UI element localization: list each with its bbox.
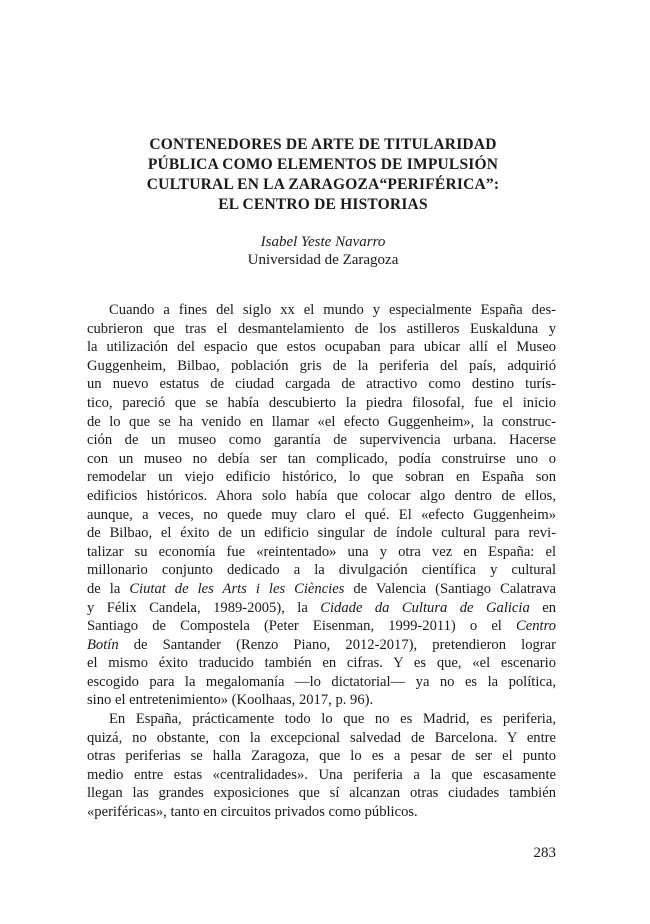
italic-title: Centro	[516, 618, 556, 635]
title-line: CONTENEDORES DE ARTE DE TITULARIDAD	[149, 136, 497, 153]
text-line: tico, pareció que se había descubierto la piedra filosofal, fue el inicio	[87, 394, 556, 411]
text-run: Santiago de Compostela (Peter Eisenman, 1999-2011) o el	[87, 618, 516, 635]
text-line	[87, 636, 556, 655]
title-line: CULTURAL EN LA ZARAGOZA“PERIFÉRICA”:	[146, 176, 500, 193]
title-line: EL CENTRO DE HISTORIAS	[218, 196, 428, 213]
page-number: 283	[533, 845, 556, 861]
text-run: en	[529, 599, 556, 616]
text-line: el mismo éxito traducido también en cifras. Y es que, «el escenario	[87, 655, 556, 672]
text-line: llegan las grandes exposiciones que sí alcanzan otras ciudades también	[87, 785, 556, 802]
article-title	[88, 135, 558, 215]
author-affiliation: Universidad de Zaragoza	[247, 252, 399, 268]
text-line: ción de un museo como garantía de supervivencia urbana. Hacerse	[87, 432, 556, 449]
text-line: de Bilbao, el éxito de un edificio singular de índole cultural para revi-	[87, 525, 556, 542]
text-line: Guggenheim, Bilbao, población gris de la periferia del país, adquirió	[87, 357, 556, 374]
text-line: En España, prácticamente todo lo que no es Madrid, es periferia,	[109, 711, 556, 728]
text-run: de la	[87, 580, 130, 597]
paragraph	[87, 301, 556, 710]
text-line: cubrieron que tras el desmantelamiento de los astilleros Euskalduna y	[87, 320, 556, 337]
text-line: aunque, a veces, no quede muy claro el qué. El «efecto Guggenheim»	[87, 506, 556, 523]
text-line: la utilización del espacio que estos ocupaban para ubicar allí el Museo	[87, 339, 556, 356]
text-line: con un museo no debía ser tan complicado, podía construirse uno o	[87, 450, 556, 467]
text-line: un nuevo estatus de ciudad cargada de atractivo como destino turís-	[87, 376, 556, 393]
text-line: «periféricas», tanto en circuitos privados como públicos.	[87, 804, 418, 821]
paragraph	[87, 710, 556, 822]
italic-title: Ciutat de les Arts i les Ciències	[129, 580, 345, 597]
text-line	[87, 580, 556, 599]
text-line: escogido para la megalomanía —lo dictatorial— ya no es la política,	[87, 673, 556, 690]
text-line	[87, 599, 556, 618]
italic-title: Botín	[87, 636, 119, 653]
author-name: Isabel Yeste Navarro	[260, 234, 386, 250]
title-line: PÚBLICA COMO ELEMENTOS DE IMPULSIÓN	[147, 156, 499, 173]
text-line: talizar su economía fue «reintentado» una y otra vez en España: el	[87, 543, 556, 560]
text-line: sino el entretenimiento» (Koolhaas, 2017, p. 96).	[87, 692, 374, 709]
text-run: de Santander (Renzo Piano, 2012-2017), pretendieron lograr	[118, 636, 556, 653]
text-line: medio entre estas «centralidades». Una periferia a la que escasamente	[87, 766, 556, 783]
text-line: remodelar un viejo edificio histórico, lo que sobran en España son	[87, 469, 556, 486]
text-line: de lo que se ha venido en llamar «el efecto Guggenheim», la construc-	[87, 413, 556, 430]
text-line: otras periferias se halla Zaragoza, que lo es a pesar de ser el punto	[87, 748, 556, 765]
text-run: de Valencia (Santiago Calatrava	[344, 580, 556, 597]
text-line: quizá, no obstante, con la excepcional salvedad de Barcelona. Y entre	[87, 729, 556, 746]
italic-title: Cidade da Cultura de Galicia	[320, 599, 530, 616]
article-body	[87, 301, 556, 822]
text-line: edificios históricos. Ahora solo había que colocar algo dentro de ellos,	[87, 487, 556, 504]
text-line	[87, 617, 556, 636]
text-line: Cuando a fines del siglo xx el mundo y especialmente España des-	[109, 302, 556, 318]
text-line: millonario conjunto dedicado a la divulgación científica y cultural	[87, 562, 556, 579]
text-run: y Félix Candela, 1989-2005), la	[87, 599, 321, 616]
